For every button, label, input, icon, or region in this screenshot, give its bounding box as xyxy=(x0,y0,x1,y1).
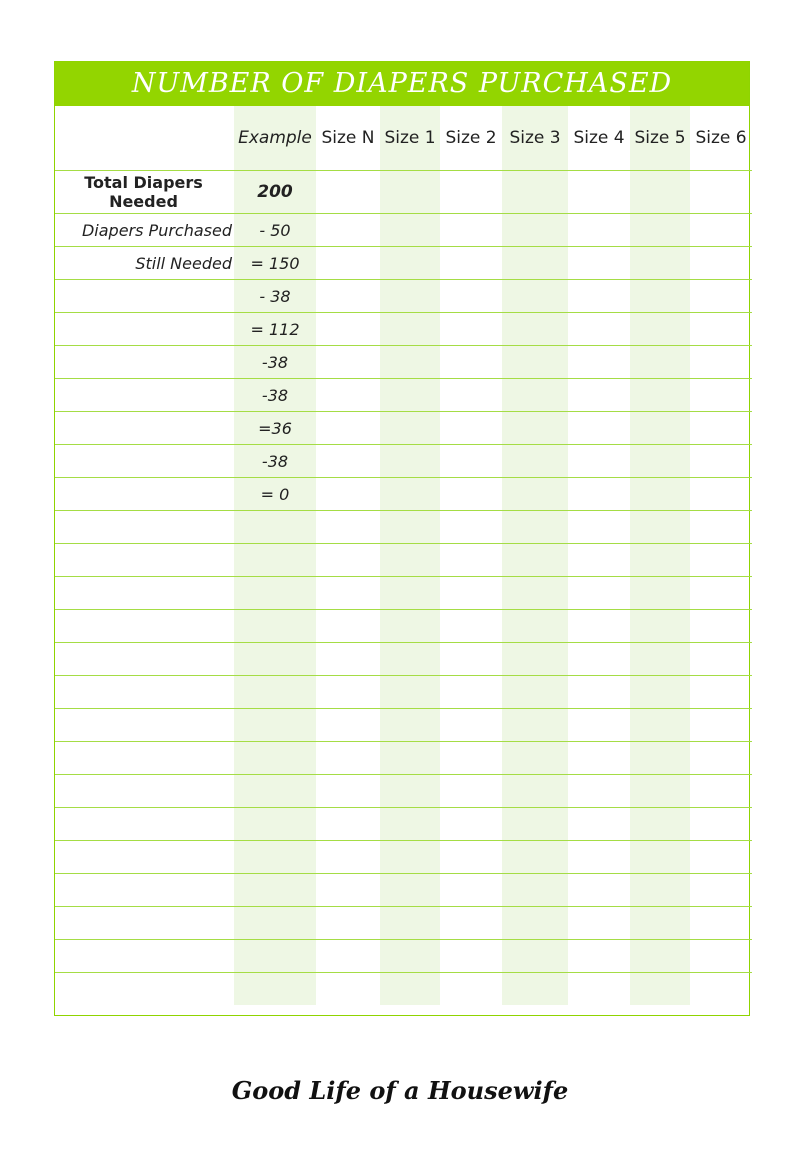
example-value xyxy=(234,610,316,643)
entry-cell[interactable] xyxy=(380,445,440,478)
entry-cell[interactable] xyxy=(568,874,630,907)
table-row xyxy=(55,313,752,346)
brand-signature: Good Life of a Housewife xyxy=(231,1076,569,1105)
entry-cell[interactable] xyxy=(440,214,502,247)
table-row xyxy=(55,874,752,907)
entry-cell[interactable] xyxy=(380,610,440,643)
entry-cell[interactable] xyxy=(440,544,502,577)
example-value: = 112 xyxy=(234,313,316,346)
entry-cell[interactable] xyxy=(690,610,752,643)
entry-cell[interactable] xyxy=(440,841,502,874)
entry-cell[interactable] xyxy=(502,577,568,610)
entry-cell[interactable] xyxy=(502,247,568,280)
row-label xyxy=(55,379,234,412)
entry-cell[interactable] xyxy=(440,247,502,280)
entry-cell[interactable] xyxy=(630,379,690,412)
entry-cell[interactable] xyxy=(690,907,752,940)
row-label xyxy=(55,478,234,511)
entry-cell[interactable] xyxy=(440,808,502,841)
entry-cell[interactable] xyxy=(316,511,380,544)
entry-cell[interactable] xyxy=(380,478,440,511)
row-label xyxy=(55,577,234,610)
table-row xyxy=(55,940,752,973)
row-label xyxy=(55,676,234,709)
row-label xyxy=(55,313,234,346)
entry-cell[interactable] xyxy=(316,171,380,214)
entry-cell[interactable] xyxy=(568,544,630,577)
entry-cell[interactable] xyxy=(690,379,752,412)
entry-cell[interactable] xyxy=(690,577,752,610)
page-title: NUMBER OF DIAPERS PURCHASED xyxy=(55,62,749,106)
entry-cell[interactable] xyxy=(568,247,630,280)
example-value xyxy=(234,544,316,577)
table-row xyxy=(55,478,752,511)
entry-cell[interactable] xyxy=(630,412,690,445)
column-header-size-6: Size 6 xyxy=(690,106,752,171)
entry-cell[interactable] xyxy=(690,643,752,676)
entry-cell[interactable] xyxy=(568,313,630,346)
entry-cell[interactable] xyxy=(568,412,630,445)
entry-cell[interactable] xyxy=(380,214,440,247)
entry-cell[interactable] xyxy=(568,775,630,808)
entry-cell[interactable] xyxy=(316,643,380,676)
entry-cell[interactable] xyxy=(502,742,568,775)
entry-cell[interactable] xyxy=(316,346,380,379)
entry-cell[interactable] xyxy=(568,511,630,544)
entry-cell[interactable] xyxy=(316,445,380,478)
entry-cell[interactable] xyxy=(316,544,380,577)
table-row xyxy=(55,346,752,379)
entry-cell[interactable] xyxy=(568,280,630,313)
entry-cell[interactable] xyxy=(690,280,752,313)
example-value: - 50 xyxy=(234,214,316,247)
entry-cell[interactable] xyxy=(440,973,502,1006)
entry-cell[interactable] xyxy=(630,346,690,379)
row-label xyxy=(55,907,234,940)
entry-cell[interactable] xyxy=(440,379,502,412)
table-row xyxy=(55,412,752,445)
example-value: -38 xyxy=(234,379,316,412)
example-value: - 38 xyxy=(234,280,316,313)
entry-cell[interactable] xyxy=(380,544,440,577)
entry-cell[interactable] xyxy=(630,742,690,775)
entry-cell[interactable] xyxy=(568,379,630,412)
entry-cell[interactable] xyxy=(568,742,630,775)
entry-cell[interactable] xyxy=(380,511,440,544)
entry-cell[interactable] xyxy=(380,841,440,874)
table-row xyxy=(55,643,752,676)
entry-cell[interactable] xyxy=(316,841,380,874)
entry-cell[interactable] xyxy=(440,643,502,676)
entry-cell[interactable] xyxy=(690,544,752,577)
table-row xyxy=(55,973,752,1006)
entry-cell[interactable] xyxy=(380,676,440,709)
entry-cell[interactable] xyxy=(316,907,380,940)
entry-cell[interactable] xyxy=(502,874,568,907)
entry-cell[interactable] xyxy=(690,445,752,478)
example-value xyxy=(234,907,316,940)
entry-cell[interactable] xyxy=(380,907,440,940)
entry-cell[interactable] xyxy=(690,874,752,907)
entry-cell[interactable] xyxy=(316,478,380,511)
entry-cell[interactable] xyxy=(690,171,752,214)
entry-cell[interactable] xyxy=(630,907,690,940)
entry-cell[interactable] xyxy=(502,940,568,973)
entry-cell[interactable] xyxy=(502,313,568,346)
entry-cell[interactable] xyxy=(630,874,690,907)
column-header-example: Example xyxy=(234,106,316,171)
entry-cell[interactable] xyxy=(630,445,690,478)
entry-cell[interactable] xyxy=(380,973,440,1006)
entry-cell[interactable] xyxy=(440,874,502,907)
row-label xyxy=(55,742,234,775)
entry-cell[interactable] xyxy=(316,610,380,643)
entry-cell[interactable] xyxy=(568,709,630,742)
entry-cell[interactable] xyxy=(380,346,440,379)
entry-cell[interactable] xyxy=(502,907,568,940)
row-label: Total Diapers Needed xyxy=(55,171,234,214)
row-label xyxy=(55,280,234,313)
entry-cell[interactable] xyxy=(440,511,502,544)
entry-cell[interactable] xyxy=(630,214,690,247)
table-row xyxy=(55,808,752,841)
entry-cell[interactable] xyxy=(690,808,752,841)
table-row xyxy=(55,709,752,742)
entry-cell[interactable] xyxy=(630,775,690,808)
entry-cell[interactable] xyxy=(630,610,690,643)
entry-cell[interactable] xyxy=(502,841,568,874)
entry-cell[interactable] xyxy=(568,445,630,478)
example-value: -38 xyxy=(234,445,316,478)
entry-cell[interactable] xyxy=(380,742,440,775)
entry-cell[interactable] xyxy=(380,412,440,445)
entry-cell[interactable] xyxy=(568,171,630,214)
entry-cell[interactable] xyxy=(568,577,630,610)
table-row xyxy=(55,544,752,577)
column-header-size-1: Size 1 xyxy=(380,106,440,171)
entry-cell[interactable] xyxy=(316,676,380,709)
entry-cell[interactable] xyxy=(440,478,502,511)
entry-cell[interactable] xyxy=(502,643,568,676)
entry-cell[interactable] xyxy=(316,808,380,841)
entry-cell[interactable] xyxy=(316,412,380,445)
entry-cell[interactable] xyxy=(316,742,380,775)
entry-cell[interactable] xyxy=(380,379,440,412)
table-row xyxy=(55,247,752,280)
table-row xyxy=(55,280,752,313)
table-row xyxy=(55,445,752,478)
row-label xyxy=(55,445,234,478)
entry-cell[interactable] xyxy=(630,247,690,280)
entry-cell[interactable] xyxy=(568,643,630,676)
entry-cell[interactable] xyxy=(630,544,690,577)
entry-cell[interactable] xyxy=(690,973,752,1006)
example-value: = 0 xyxy=(234,478,316,511)
entry-cell[interactable] xyxy=(380,247,440,280)
header-label-cell xyxy=(55,106,234,171)
entry-cell[interactable] xyxy=(380,171,440,214)
entry-cell[interactable] xyxy=(502,346,568,379)
row-label xyxy=(55,808,234,841)
entry-cell[interactable] xyxy=(380,577,440,610)
entry-cell[interactable] xyxy=(568,940,630,973)
column-header-size-n: Size N xyxy=(316,106,380,171)
entry-cell[interactable] xyxy=(440,907,502,940)
entry-cell[interactable] xyxy=(630,577,690,610)
column-header-size-3: Size 3 xyxy=(502,106,568,171)
table-row xyxy=(55,742,752,775)
entry-cell[interactable] xyxy=(690,247,752,280)
entry-cell[interactable] xyxy=(316,940,380,973)
entry-cell[interactable] xyxy=(502,445,568,478)
entry-cell[interactable] xyxy=(316,280,380,313)
entry-cell[interactable] xyxy=(380,874,440,907)
entry-cell[interactable] xyxy=(502,214,568,247)
row-label xyxy=(55,511,234,544)
entry-cell[interactable] xyxy=(502,973,568,1006)
entry-cell[interactable] xyxy=(316,577,380,610)
column-header-size-5: Size 5 xyxy=(630,106,690,171)
example-value xyxy=(234,973,316,1006)
table-row xyxy=(55,775,752,808)
entry-cell[interactable] xyxy=(440,577,502,610)
row-label: Still Needed xyxy=(55,247,234,280)
row-label xyxy=(55,973,234,1006)
entry-cell[interactable] xyxy=(690,412,752,445)
entry-cell[interactable] xyxy=(440,412,502,445)
example-value xyxy=(234,874,316,907)
entry-cell[interactable] xyxy=(630,280,690,313)
example-value xyxy=(234,643,316,676)
entry-cell[interactable] xyxy=(630,478,690,511)
example-value xyxy=(234,841,316,874)
entry-cell[interactable] xyxy=(440,709,502,742)
table-row xyxy=(55,610,752,643)
entry-cell[interactable] xyxy=(502,709,568,742)
entry-cell[interactable] xyxy=(380,940,440,973)
entry-cell[interactable] xyxy=(380,280,440,313)
entry-cell[interactable] xyxy=(440,445,502,478)
tracker-sheet xyxy=(54,61,750,1016)
entry-cell[interactable] xyxy=(690,214,752,247)
entry-cell[interactable] xyxy=(440,313,502,346)
entry-cell[interactable] xyxy=(690,940,752,973)
entry-cell[interactable] xyxy=(502,808,568,841)
row-label xyxy=(55,346,234,379)
entry-cell[interactable] xyxy=(690,346,752,379)
entry-cell[interactable] xyxy=(690,478,752,511)
entry-cell[interactable] xyxy=(502,676,568,709)
entry-cell[interactable] xyxy=(502,544,568,577)
entry-cell[interactable] xyxy=(380,709,440,742)
table-row xyxy=(55,841,752,874)
table-row xyxy=(55,577,752,610)
entry-cell[interactable] xyxy=(690,709,752,742)
entry-cell[interactable] xyxy=(440,280,502,313)
entry-cell[interactable] xyxy=(440,940,502,973)
entry-cell[interactable] xyxy=(380,643,440,676)
example-value xyxy=(234,940,316,973)
entry-cell[interactable] xyxy=(568,346,630,379)
entry-cell[interactable] xyxy=(502,610,568,643)
example-value: = 150 xyxy=(234,247,316,280)
row-label xyxy=(55,610,234,643)
entry-cell[interactable] xyxy=(440,610,502,643)
example-value xyxy=(234,808,316,841)
entry-cell[interactable] xyxy=(630,709,690,742)
example-value xyxy=(234,676,316,709)
entry-cell[interactable] xyxy=(568,610,630,643)
table-row xyxy=(55,379,752,412)
example-value xyxy=(234,511,316,544)
row-label xyxy=(55,874,234,907)
entry-cell[interactable] xyxy=(568,808,630,841)
example-value xyxy=(234,577,316,610)
header-row xyxy=(55,106,752,171)
entry-cell[interactable] xyxy=(690,511,752,544)
entry-cell[interactable] xyxy=(568,214,630,247)
example-value: 200 xyxy=(234,171,316,214)
entry-cell[interactable] xyxy=(316,874,380,907)
row-label: Diapers Purchased xyxy=(55,214,234,247)
entry-cell[interactable] xyxy=(690,841,752,874)
entry-cell[interactable] xyxy=(440,742,502,775)
entry-cell[interactable] xyxy=(440,775,502,808)
entry-cell[interactable] xyxy=(690,775,752,808)
entry-cell[interactable] xyxy=(440,346,502,379)
entry-cell[interactable] xyxy=(630,940,690,973)
diaper-table xyxy=(55,106,752,1005)
table-row xyxy=(55,676,752,709)
column-header-size-4: Size 4 xyxy=(568,106,630,171)
entry-cell[interactable] xyxy=(316,214,380,247)
entry-cell[interactable] xyxy=(502,478,568,511)
entry-cell[interactable] xyxy=(316,313,380,346)
entry-cell[interactable] xyxy=(630,171,690,214)
entry-cell[interactable] xyxy=(568,973,630,1006)
entry-cell[interactable] xyxy=(630,676,690,709)
entry-cell[interactable] xyxy=(502,412,568,445)
table-row xyxy=(55,171,752,214)
table-row xyxy=(55,214,752,247)
entry-cell[interactable] xyxy=(502,379,568,412)
entry-cell[interactable] xyxy=(502,511,568,544)
column-header-size-2: Size 2 xyxy=(440,106,502,171)
entry-cell[interactable] xyxy=(316,709,380,742)
entry-cell[interactable] xyxy=(316,775,380,808)
entry-cell[interactable] xyxy=(630,643,690,676)
entry-cell[interactable] xyxy=(690,313,752,346)
row-label xyxy=(55,775,234,808)
row-label xyxy=(55,544,234,577)
entry-cell[interactable] xyxy=(568,478,630,511)
table-row xyxy=(55,907,752,940)
entry-cell[interactable] xyxy=(502,775,568,808)
example-value xyxy=(234,709,316,742)
entry-cell[interactable] xyxy=(630,841,690,874)
entry-cell[interactable] xyxy=(316,973,380,1006)
row-label xyxy=(55,643,234,676)
example-value: =36 xyxy=(234,412,316,445)
row-label xyxy=(55,940,234,973)
entry-cell[interactable] xyxy=(630,511,690,544)
example-value xyxy=(234,775,316,808)
entry-cell[interactable] xyxy=(316,379,380,412)
row-label xyxy=(55,709,234,742)
entry-cell[interactable] xyxy=(568,676,630,709)
row-label xyxy=(55,841,234,874)
entry-cell[interactable] xyxy=(380,313,440,346)
entry-cell[interactable] xyxy=(440,676,502,709)
entry-cell[interactable] xyxy=(316,247,380,280)
table-row xyxy=(55,511,752,544)
entry-cell[interactable] xyxy=(690,742,752,775)
example-value: -38 xyxy=(234,346,316,379)
entry-cell[interactable] xyxy=(630,313,690,346)
entry-cell[interactable] xyxy=(502,280,568,313)
entry-cell[interactable] xyxy=(380,775,440,808)
entry-cell[interactable] xyxy=(568,907,630,940)
entry-cell[interactable] xyxy=(630,808,690,841)
entry-cell[interactable] xyxy=(380,808,440,841)
entry-cell[interactable] xyxy=(440,171,502,214)
entry-cell[interactable] xyxy=(502,171,568,214)
entry-cell[interactable] xyxy=(630,973,690,1006)
entry-cell[interactable] xyxy=(568,841,630,874)
row-label xyxy=(55,412,234,445)
entry-cell[interactable] xyxy=(690,676,752,709)
example-value xyxy=(234,742,316,775)
